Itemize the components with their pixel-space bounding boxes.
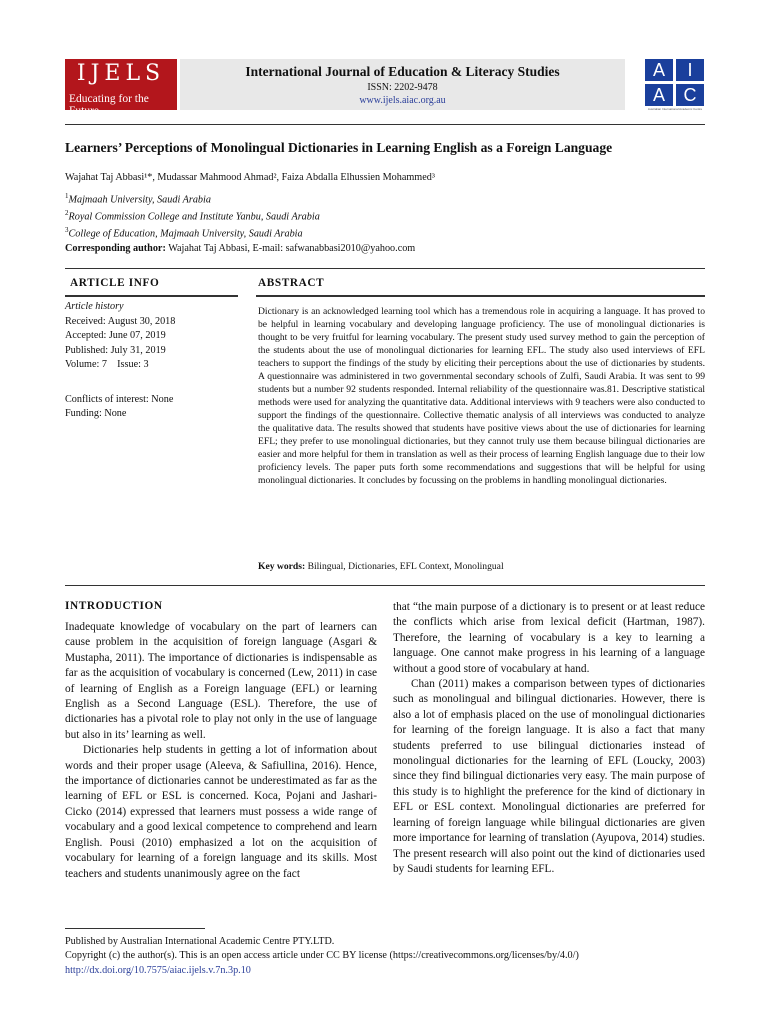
copyright-line: Copyright (c) the author(s). This is an open access article under CC BY license (https://creativecommons.org/licenses/by/4.0/) xyxy=(65,950,579,962)
journal-url-link[interactable]: www.ijels.aiac.org.au xyxy=(359,95,446,106)
funding: Funding: None xyxy=(65,408,127,419)
affiliation-number: 1 xyxy=(65,192,69,200)
affiliation-text: Royal Commission College and Institute Yanbu, Saudi Arabia xyxy=(68,211,320,223)
volume-issue: Volume: 7 Issue: 3 xyxy=(65,359,149,370)
aiac-letter-a2: A xyxy=(645,84,673,106)
aiac-tagline: Australian International Academic Centre xyxy=(647,107,703,111)
paragraph: that “the main purpose of a dictionary is to present or at least reduce the conflicts which arise from lexical deficit (Hartman, 1987). Therefore, the learning of vocabulary is a key to learning a language. One cannot make progress in his learning of a language without a good store of vocabulary at hand. xyxy=(393,601,705,675)
journal-header-box xyxy=(180,59,625,110)
keywords-label: Key words: xyxy=(258,561,306,572)
affiliation-number: 3 xyxy=(65,226,69,234)
ijels-logo-tagline: Educating for the Future xyxy=(69,93,149,117)
aiac-letter-a1: A xyxy=(645,59,673,81)
aiac-logo xyxy=(645,59,705,113)
ijels-logo xyxy=(65,59,177,117)
title-divider xyxy=(65,268,705,269)
received-date: Received: August 30, 2018 xyxy=(65,315,176,327)
aiac-letter-c: C xyxy=(676,84,704,106)
authors-line: Wajahat Taj Abbasi¹*, Mudassar Mahmood Ahmad², Faiza Abdalla Elhussien Mohammed³ xyxy=(65,172,435,183)
affiliation-text: College of Education, Majmaah University, Saudi Arabia xyxy=(68,228,303,240)
corresponding-text: Wajahat Taj Abbasi, E-mail: safwanabbasi2010@yahoo.com xyxy=(168,243,416,254)
body-left-column xyxy=(65,620,377,882)
article-info-column xyxy=(65,300,235,422)
affiliation-2 xyxy=(65,209,320,222)
body-right-column xyxy=(393,600,705,877)
journal-title: International Journal of Education & Literacy Studies xyxy=(245,64,560,79)
conflicts-of-interest: Conflicts of interest: None xyxy=(65,393,174,405)
affiliation-1 xyxy=(65,192,211,205)
doi-link[interactable]: http://dx.doi.org/10.7575/aiac.ijels.v.7n.3p.10 xyxy=(65,964,251,976)
paragraph: Dictionaries help students in getting a lot of information about words and their proper usage (Aleeva, & Safiullina, 2016). Hence, the importance of dictionaries cannot be underestimated as far as the learning of EFL or ESL is concerned. Koca, Pojani and Jashari-Cicko (2014) expressed that learners must possess a wide range of vocabulary and a good lexical competence to comprehend and learn English. Pousi (2010) emphasized a lot on the acquisition of vocabulary for learning of a foreign language and its skills. Most teachers and students unanimously agree on the fact xyxy=(65,744,377,880)
affiliation-number: 2 xyxy=(65,209,69,217)
affiliation-text: Majmaah University, Saudi Arabia xyxy=(68,194,211,206)
history-label: Article history xyxy=(65,301,124,312)
article-info-heading: ARTICLE INFO xyxy=(70,277,160,289)
article-info-underline xyxy=(65,295,238,297)
abstract-divider xyxy=(65,585,705,586)
paragraph: Chan (2011) makes a comparison between types of dictionaries such as monolingual and bilingual dictionaries. However, there is also a lot of emphasis placed on the use of monolingual dictionaries for learning of the foreign language. It is also a fact that many students preferred to use bilingual dictionaries instead of monolingual dictionaries for the learning of EFL (Loucky, 2003) since they find bilingual dictionaries very easy. The main purpose of this study is to highlight the preference for the kind of dictionary in EFL or ESL context. Monolingual dictionaries are preferred for learning of foreign language while bilingual dictionaries are given more importance for learning of translation (Ayupova, 2014) studies. The present research will also point out the kind of dictionaries used by Saudi students for learning EFL. xyxy=(393,678,705,875)
keywords-text: Bilingual, Dictionaries, EFL Context, Monolingual xyxy=(307,561,504,572)
corresponding-author xyxy=(65,243,415,254)
journal-issn: ISSN: 2202-9478 xyxy=(367,82,438,93)
abstract-text: Dictionary is an acknowledged learning tool which has a tremendous role in acquiring a language. It has proved to be helpful in learning vocabulary and developing language proficiency. The use of monolingual dictionaries is thought to be very fruitful for learning vocabulary. The present study used survey method to gain the perception of the students about the use of monolingual dictionaries for learning EFL. The study also used interviews of EFL teachers to support the findings of the study by eliciting their perceptions about the use of dictionaries by students. A questionnaire was administered in two governmental secondary schools of Zulfi, Saudi Arabia. It was sent to 99 students but a number 92 students responded. Internal reliability of the questionnaire was.81. Descriptive statistical methods were used for analyzing the quantitative data. Additional interviews with 9 teachers were also conducted to support the findings of the questionnaire. Collective thematic analysis of all interviews was conducted to analyze the qualitative data. The results showed that students have positive views about the use of dictionaries for learning EFL; they prefer to use monolingual dictionaries, but they cannot truly use them because bilingual dictionaries are easier and more helpful for them in translation as well as their process of learning English language due to their low proficiency levels. The paper puts forth some recommendations and suggestions that will be helpful for using monolingual dictionaries. It concludes by focussing on the problems in handling monolingual dictionaries. xyxy=(258,306,705,486)
abstract-underline xyxy=(256,295,705,297)
keywords-line xyxy=(258,561,504,572)
footer xyxy=(65,935,579,978)
footer-divider xyxy=(65,928,205,929)
aiac-letter-i: I xyxy=(676,59,704,81)
accepted-date: Accepted: June 07, 2019 xyxy=(65,330,166,341)
published-date: Published: July 31, 2019 xyxy=(65,344,166,356)
header-divider xyxy=(65,124,705,125)
corresponding-label: Corresponding author: xyxy=(65,243,166,254)
introduction-heading: INTRODUCTION xyxy=(65,600,163,612)
affiliation-3 xyxy=(65,226,303,239)
publisher-line: Published by Australian International Academic Centre PTY.LTD. xyxy=(65,936,335,947)
paper-title: Learners’ Perceptions of Monolingual Dictionaries in Learning English as a Foreign Language xyxy=(65,140,613,155)
paragraph: Inadequate knowledge of vocabulary on the part of learners can cause problem in the acquisition of foreign language (Asgari & Mustapha, 2011). The importance of dictionaries is indispensable as far as the acquisition of vocabulary is concerned (Lew, 2011) in case of learning of English as a Foreign language (EFL) or learning English as a Second Language (ESL). Therefore, the use of dictionaries has a pivotal role to play not only in the use of language but also in its’ learning as well. xyxy=(65,621,377,741)
abstract-heading: ABSTRACT xyxy=(258,277,325,289)
ijels-logo-letters: IJELS xyxy=(76,61,166,86)
